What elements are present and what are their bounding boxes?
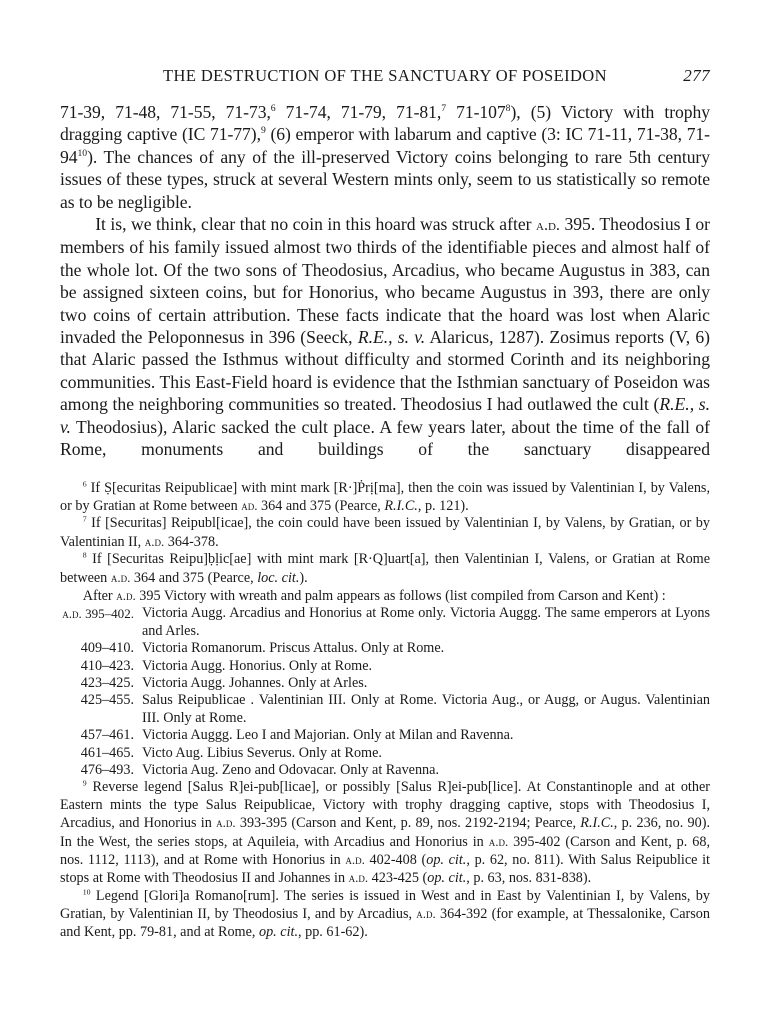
text-run: After — [82, 587, 117, 604]
text-run: 71-39, 71-48, 71-55, 71-73, — [60, 102, 271, 122]
footnote-ref-10: 10 — [77, 147, 88, 159]
text-run: , pp. 61-62). — [298, 923, 368, 940]
citation-italic: R.I.C. — [580, 815, 614, 832]
era-abbrev: a.d. — [488, 833, 509, 849]
era-abbrev: a.d. — [536, 216, 560, 235]
date-range: 410–423. — [80, 657, 134, 674]
list-item-text: Victo Aug. Libius Severus. Only at Rome. — [142, 744, 382, 761]
list-item-text: Victoria Auggg. Leo I and Majorian. Only at Milan and Ravenna. — [142, 727, 514, 744]
footnote-ref-7: 7 — [441, 103, 447, 115]
text-run: 402-408 ( — [364, 852, 427, 869]
era-abbrev: a.d. — [116, 587, 136, 603]
text-run: 395 Victory with wreath and palm appears as follows (list compiled from Carson and Kent) : — [135, 587, 666, 604]
citation-italic: loc. cit. — [257, 569, 300, 586]
text-run: Alaricus, 1287). Zosimus reports (V, 6) that Alaric passed the Isthmus without difficulty and stormed Corinth and its neighboring communities. This East-Field hoard is evidence that the Isthmian sanctuary of Poseidon was among the neighboring communities so treated. Theodosius I had outlawed the cult ( — [60, 327, 711, 415]
text-run: If [Securitas Reipu]ḅḷic[ae] with mint mark [R·Q]uart[a], then Valentinian I, Valens, or Gratian at Rome between — [60, 551, 710, 586]
date-range: 423–425. — [80, 674, 134, 691]
citation-italic: op. cit. — [426, 852, 467, 869]
era-abbrev: a.d. — [348, 870, 369, 886]
text-run: (6) emperor with labarum and captive (3: IC 71-11, 71-38, 71-94 — [60, 124, 710, 167]
victory-coin-list — [60, 605, 710, 779]
text-run: 71-74, 71-79, 71-81, — [275, 102, 442, 122]
footnote-ref-6: 6 — [270, 103, 276, 115]
text-run: ). The chances of any of the ill-preserved Victory coins belonging to rare 5th century issues of these types, struck at several Western mints only, seem to us statistically so remote as to be negligible. — [60, 146, 710, 212]
era-abbrev: a.d. — [144, 533, 165, 549]
list-item — [60, 605, 710, 640]
page-number: 277 — [683, 66, 710, 85]
list-item-text: Salus Reipublicae . Valentinian III. Only at Rome. Victoria Aug., or Augg, or Augus. Valentinian III. Only at Rome. — [142, 692, 710, 726]
running-header — [60, 66, 710, 90]
era-abbrev: a.d. — [216, 815, 236, 831]
list-item — [60, 745, 710, 762]
text-run: If Ṣ[ecuritas Reipublicae] with mint mark [R·]Ṗrị[ma], then the coin was issued by Valentinian I, by Valens, or by Gratian at Rome between — [60, 479, 710, 514]
citation-italic: op. cit. — [427, 870, 467, 887]
list-item-text: Victoria Augg. Arcadius and Honorius at Rome only. Victoria Auggg. The same emperors at Lyons and Arles. — [142, 605, 710, 639]
text-run: It is, we think, clear that no coin in this hoard was struck after — [95, 214, 536, 235]
text-run: 364-392 (for example, at Thessalonike, Carson and Kent, pp. 79-81, and at Rome, — [60, 906, 710, 940]
footnote-8 — [60, 551, 710, 587]
footnote-8-continuation — [60, 587, 710, 605]
list-item-text: Victoria Aug. Zeno and Odovacar. Only at Ravenna. — [142, 762, 439, 778]
text-run: Reverse legend [Salus R]ei-pub[licae], or possibly [Salus R]ei-pub[lice]. At Constantinople and at other Eastern mints the type Salus Reipublicae, Victory with trophy dragging captive, stops with Theodosius I, Arcadius, and Honorius in — [60, 779, 710, 832]
text-run: 364 and 375 (Pearce, — [257, 497, 385, 514]
date-range: 461–465. — [80, 744, 134, 761]
text-run: ). — [299, 569, 308, 586]
citation-italic: R.I.C. — [384, 497, 418, 514]
era-abbrev: ad. — [241, 497, 258, 513]
text-run: 395-402 (Carson and Kent, p. 68, nos. 1112, 1113), and at Rome with Honorius in — [60, 833, 710, 869]
text-run: Theodosius), Alaric sacked the cult place. A few years later, about the time of the fall of Rome, monuments and buildings of the sanctuary disappeared — [60, 416, 710, 460]
text-run: 71-107 — [446, 102, 506, 122]
text-run: 364 and 375 (Pearce, — [130, 569, 258, 586]
text-run: 395. Theodosius I or members of his family issued almost two thirds of the identifiable pieces and almost half of the whole lot. Of the two sons of Theodosius, Arcadius, who became Augustus in 383, can be assigned sixteen coins, but for Honorius, who became Augustus in 393, there are only two coins of certain attribution. These facts indicate that the hoard was lost when Alaric invaded the Peloponnesus in 396 (Seeck, — [60, 214, 710, 348]
text-run: 393-395 (Carson and Kent, p. 89, nos. 2192-2194; Pearce, — [235, 815, 581, 832]
paragraph-1 — [60, 101, 710, 213]
list-item — [60, 658, 710, 675]
footnote-10 — [60, 888, 710, 941]
date-range: 409–410. — [80, 640, 134, 657]
footnote-ref-9: 9 — [260, 125, 266, 137]
text-run: , p. 62, no. 811). With Salus Reipublice it stops at Rome with Theodosius II and Johannes in — [60, 852, 710, 887]
main-text — [60, 101, 710, 461]
era-abbrev: a.d. — [110, 569, 131, 585]
list-item — [60, 640, 710, 657]
footnote-number: 6 — [82, 478, 87, 488]
era-abbrev: a.d. — [416, 906, 436, 922]
running-title: THE DESTRUCTION OF THE SANCTUARY OF POSEIDON — [163, 66, 607, 85]
footnote-6 — [60, 480, 710, 516]
text-run: 423-425 ( — [368, 870, 428, 887]
paragraph-2 — [60, 213, 710, 460]
footnote-number: 8 — [82, 550, 87, 560]
text-run: Legend [Glori]a Romano[rum]. The series is issued in West and in East by Valentinian I, by Valens, by Gratian, by Valentinian II, by Theodosius I, and by Arcadius, — [60, 887, 710, 923]
text-run: 364-378. — [164, 533, 219, 550]
citation-italic: op. cit. — [258, 923, 298, 940]
footnotes — [60, 480, 710, 942]
era-abbrev: a.d. — [345, 852, 365, 868]
text-run: If [Securitas] Reipubl[icae], the coin could have been issued by Valentinian I, by Valens, by Gratian, or by Valentinian II, — [60, 515, 710, 550]
footnote-7 — [60, 515, 710, 551]
text-run: ), (5) Victory with trophy dragging captive (IC 71-77), — [60, 102, 711, 145]
list-item — [60, 762, 710, 779]
date-range: 457–461. — [80, 727, 134, 744]
text-run: , p. 63, nos. 831-838). — [466, 870, 592, 887]
text-run: , p. 236, no. 90). In the West, the series stops, at Aquileia, with Arcadius and Honorius in — [60, 815, 710, 850]
list-item-text: Victoria Romanorum. Priscus Attalus. Only at Rome. — [142, 640, 445, 657]
list-item — [60, 675, 710, 692]
citation-italic: R.E., s. v. — [357, 327, 426, 348]
list-item-text: Victoria Augg. Honorius. Only at Rome. — [142, 657, 373, 674]
footnote-number: 10 — [82, 887, 91, 897]
date-range: 476–493. — [80, 762, 134, 778]
list-item — [60, 692, 710, 727]
date-range: a.d. 395–402. — [62, 606, 134, 622]
footnote-ref-8: 8 — [505, 103, 511, 115]
list-item-text: Victoria Augg. Johannes. Only at Arles. — [142, 674, 368, 691]
list-item — [60, 727, 710, 744]
text-run: , p. 121). — [417, 497, 469, 514]
footnote-9 — [60, 779, 710, 887]
page — [60, 66, 710, 941]
footnote-number: 7 — [82, 514, 87, 524]
footnote-number: 9 — [82, 778, 87, 788]
date-range: 425–455. — [80, 692, 134, 709]
citation-italic: R.E., s. v. — [60, 394, 711, 437]
